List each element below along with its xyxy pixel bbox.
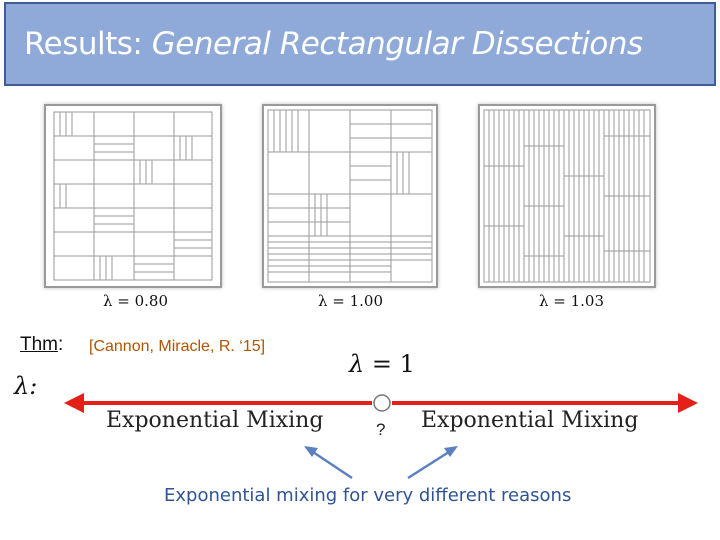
right-arrowhead-icon <box>678 393 698 413</box>
bottom-caption: Exponential mixing for very different reasons <box>164 485 572 506</box>
critical-value: = 1 <box>364 350 415 378</box>
citation: [Cannon, Miracle, R. ‘15] <box>89 338 266 355</box>
right-regime-label: Exponential Mixing <box>421 408 639 433</box>
tiling-caption-1: λ = 0.80 <box>103 292 169 310</box>
left-regime-label: Exponential Mixing <box>106 408 324 433</box>
title-prefix: Results: <box>24 26 143 62</box>
left-pointer-arrow <box>310 450 352 478</box>
left-arrowhead-icon <box>64 393 84 413</box>
tiling-caption-3: λ = 1.03 <box>539 292 605 310</box>
theorem-word: Thm <box>20 334 58 355</box>
title-italic: General Rectangular Dissections <box>151 26 643 62</box>
lambda-symbol: λ <box>349 350 365 378</box>
theorem-colon: : <box>58 334 64 355</box>
critical-point-marker <box>374 395 390 411</box>
lambda-axis-label: λ: <box>14 372 38 400</box>
tiling-caption-2: λ = 1.00 <box>318 292 384 310</box>
right-pointer-arrowhead-icon <box>444 446 458 457</box>
critical-unknown-marker: ? <box>376 420 386 439</box>
right-pointer-arrow <box>408 450 452 478</box>
